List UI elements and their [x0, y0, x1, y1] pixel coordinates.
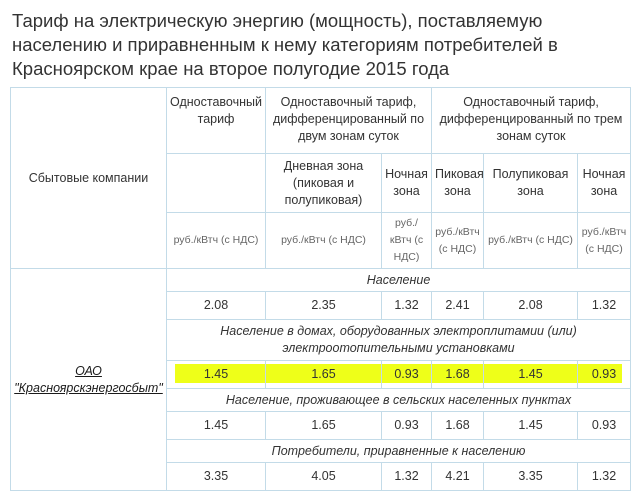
value-cell: 1.45	[484, 361, 578, 389]
value-cell: 2.08	[167, 292, 266, 320]
two-zone-header: Одноставочный тариф, дифференцированный по двум зонам суток	[266, 88, 432, 154]
night-zone-header: Ночная зона	[382, 154, 432, 213]
title-line: Красноярском крае на второе полугодие 2015 года	[12, 58, 450, 79]
empty-header-cell	[167, 154, 266, 213]
value-cell: 0.93	[578, 361, 631, 389]
night-zone-3-header: Ночная зона	[578, 154, 631, 213]
unit-label: руб./кВтч (с НДС)	[266, 213, 382, 269]
value-cell: 3.35	[484, 463, 578, 491]
value-cell: 1.32	[578, 292, 631, 320]
title-line: Тариф на электрическую энергию (мощность), поставляемую	[12, 10, 543, 31]
company-cell	[11, 269, 167, 491]
value-cell: 1.65	[266, 412, 382, 440]
value-cell: 4.05	[266, 463, 382, 491]
value-cell: 1.32	[578, 463, 631, 491]
value-cell: 1.32	[382, 463, 432, 491]
title-line: населению и приравненным к нему категориям потребителей в	[12, 34, 558, 55]
value-cell: 1.68	[432, 361, 484, 389]
section-title: Население, проживающее в сельских населенных пунктах	[167, 389, 631, 412]
section-title: Население в домах, оборудованных электроплитамии (или) электроотопительными установками	[167, 320, 631, 361]
section-title: Потребители, приравненные к населению	[167, 440, 631, 463]
single-rate-header: Одноставочный тариф	[167, 88, 266, 154]
company-line: ОАО	[75, 363, 102, 378]
half-peak-zone-header: Полупиковая зона	[484, 154, 578, 213]
value-cell: 1.45	[167, 361, 266, 389]
unit-label: руб./кВтч (с НДС)	[484, 213, 578, 269]
value-cell: 1.32	[382, 292, 432, 320]
value-cell: 3.35	[167, 463, 266, 491]
tariff-table	[10, 87, 631, 491]
unit-label: руб./кВтч (с НДС)	[432, 213, 484, 269]
value-cell: 1.45	[484, 412, 578, 440]
three-zone-header: Одноставочный тариф, дифференцированный по трем зонам суток	[432, 88, 631, 154]
unit-label: руб./кВтч (с НДС)	[578, 213, 631, 269]
value-cell: 1.45	[167, 412, 266, 440]
unit-label: руб./кВтч (с НДС)	[167, 213, 266, 269]
value-cell: 2.08	[484, 292, 578, 320]
peak-zone-header: Пиковая зона	[432, 154, 484, 213]
unit-label: руб./кВтч (с НДС)	[382, 213, 432, 269]
company-link[interactable]	[14, 364, 163, 395]
value-cell: 0.93	[382, 361, 432, 389]
value-cell: 2.41	[432, 292, 484, 320]
value-cell: 0.93	[578, 412, 631, 440]
value-cell: 0.93	[382, 412, 432, 440]
day-zone-header: Дневная зона (пиковая и полупиковая)	[266, 154, 382, 213]
value-cell: 1.68	[432, 412, 484, 440]
value-cell: 1.65	[266, 361, 382, 389]
company-column-header: Сбытовые компании	[11, 88, 167, 269]
page-title	[12, 9, 632, 81]
value-cell: 2.35	[266, 292, 382, 320]
company-line: "Красноярскэнергосбыт"	[14, 380, 163, 395]
section-title: Население	[167, 269, 631, 292]
value-cell: 4.21	[432, 463, 484, 491]
header-row-1	[11, 88, 631, 154]
section-row	[11, 269, 631, 292]
